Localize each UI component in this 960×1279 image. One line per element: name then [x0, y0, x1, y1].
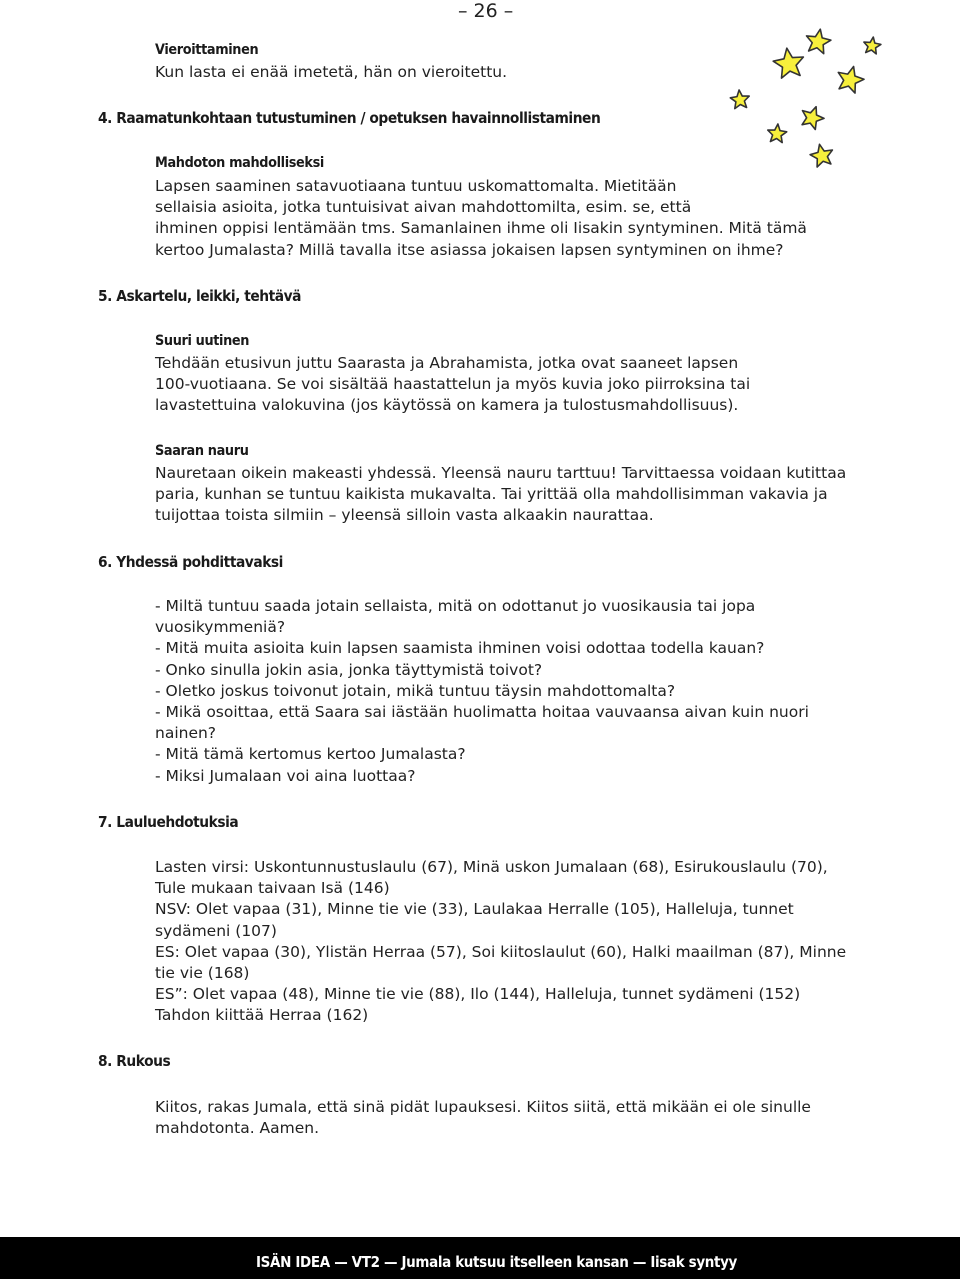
section-4-subtitle: Mahdoton mahdolliseksi [155, 155, 324, 171]
star-icon [802, 107, 824, 130]
page-number: – 26 – [458, 0, 514, 22]
text-line: Lapsen saaminen satavuotiaana tuntuu uskomattomalta. Mietitään [155, 177, 677, 195]
text-line: sydämeni (107) [155, 921, 277, 940]
text-line: paria, kunhan se tuntuu kaikista mukavalta. Tai yrittää olla mahdollisimman vakavia ja [155, 485, 828, 504]
footer-text: ISÄN IDEA — VT2 — Jumala kutsuu itselleen kansan — Iisak syntyy [256, 1253, 737, 1271]
text-line: - Onko sinulla jokin asia, jonka täyttymistä toivot? [155, 660, 543, 679]
text-line: ES: Olet vapaa (30), Ylistän Herraa (57), Soi kiitoslaulut (60), Halki maailman (87), Minne [155, 942, 847, 961]
section-6-text [155, 596, 835, 787]
vieroittaminen-text [155, 62, 835, 83]
text-line: - Miltä tuntuu saada jotain sellaista, mitä on odottanut jo vuosikausia tai jopa [155, 597, 756, 615]
text-line: lavastettuina valokuvina (jos käytössä on kamera ja tulostusmahdollisuus). [155, 396, 739, 415]
text-line: ihminen oppisi lentämään tms. Samanlainen ihme oli Iisakin syntyminen. Mitä tämä [155, 219, 807, 238]
section-4-heading: 4. Raamatunkohtaan tutustuminen / opetuksen havainnollistaminen [98, 109, 601, 127]
text-line: Nauretaan oikein makeasti yhdessä. Yleensä nauru tarttuu! Tarvittaessa voidaan kutittaa [155, 464, 847, 482]
section-5-heading: 5. Askartelu, leikki, tehtävä [98, 287, 302, 305]
stars-icon [722, 22, 902, 182]
text-line: - Mikä osoittaa, että Saara sai iästään huolimatta hoitaa vauvaansa aivan kuin nuori [155, 703, 809, 722]
section-5-sub1-text [155, 353, 835, 417]
text-line: Tahdon kiittää Herraa (162) [155, 1006, 369, 1025]
text-line: ES”: Olet vapaa (48), Minne tie vie (88), Ilo (144), Halleluja, tunnet sydämeni (152) [155, 985, 801, 1004]
section-7-text [155, 857, 847, 1027]
text-line: 100-vuotiaana. Se voi sisältää haastattelun ja myös kuvia joko piirroksina tai [155, 375, 751, 394]
star-icon [730, 90, 749, 109]
section-5-sub1-title: Suuri uutinen [155, 333, 250, 349]
section-6-heading: 6. Yhdessä pohdittavaksi [98, 553, 283, 571]
text-line: nainen? [155, 724, 217, 743]
text-line: mahdotonta. Aamen. [155, 1119, 320, 1138]
text-line: Lasten virsi: Uskontunnustuslaulu (67), Minä uskon Jumalaan (68), Esirukouslaulu (70), [155, 858, 828, 876]
text-line: vuosikymmeniä? [155, 618, 286, 637]
text-line: - Mitä muita asioita kuin lapsen saamista ihminen voisi odottaa todella kauan? [155, 639, 765, 658]
text-line: tie vie (168) [155, 964, 250, 983]
vieroittaminen-title: Vieroittaminen [155, 42, 259, 58]
star-icon [768, 124, 787, 143]
text-line: - Miksi Jumalaan voi aina luottaa? [155, 766, 416, 785]
text-line: Tule mukaan taivaan Isä (146) [155, 879, 390, 898]
text-line: - Oletko joskus toivonut jotain, mikä tuntuu täysin mahdottomalta? [155, 681, 676, 700]
text-line: tuijottaa toista silmiin – yleensä silloin vasta alkaakin naurattaa. [155, 506, 654, 525]
star-icon [810, 144, 832, 167]
section-5-sub2-title: Saaran nauru [155, 443, 249, 459]
section-5-sub2-text [155, 463, 847, 527]
section-8-heading: 8. Rukous [98, 1052, 171, 1070]
star-icon [838, 67, 864, 94]
text-line: sellaisia asioita, jotka tuntuisivat aivan mahdottomilta, esim. se, että [155, 198, 692, 217]
text-line: Kun lasta ei enää imetetä, hän on vieroitettu. [155, 63, 508, 81]
footer-bar [0, 1237, 960, 1279]
text-line: kertoo Jumalasta? Millä tavalla itse asiassa jokaisen lapsen syntyminen on ihme? [155, 240, 784, 259]
star-icon [807, 29, 831, 54]
text-line: - Mitä tämä kertomus kertoo Jumalasta? [155, 745, 466, 764]
section-7-heading: 7. Lauluehdotuksia [98, 813, 239, 831]
section-4-text [155, 176, 835, 261]
star-icon [864, 37, 881, 54]
section-8-text [155, 1097, 835, 1139]
text-line: Kiitos, rakas Jumala, että sinä pidät lupauksesi. Kiitos siitä, että mikään ei ole sinulle [155, 1098, 811, 1116]
text-line: Tehdään etusivun juttu Saarasta ja Abrahamista, jotka ovat saaneet lapsen [155, 354, 739, 372]
text-line: NSV: Olet vapaa (31), Minne tie vie (33), Laulakaa Herralle (105), Halleluja, tunnet [155, 900, 794, 919]
